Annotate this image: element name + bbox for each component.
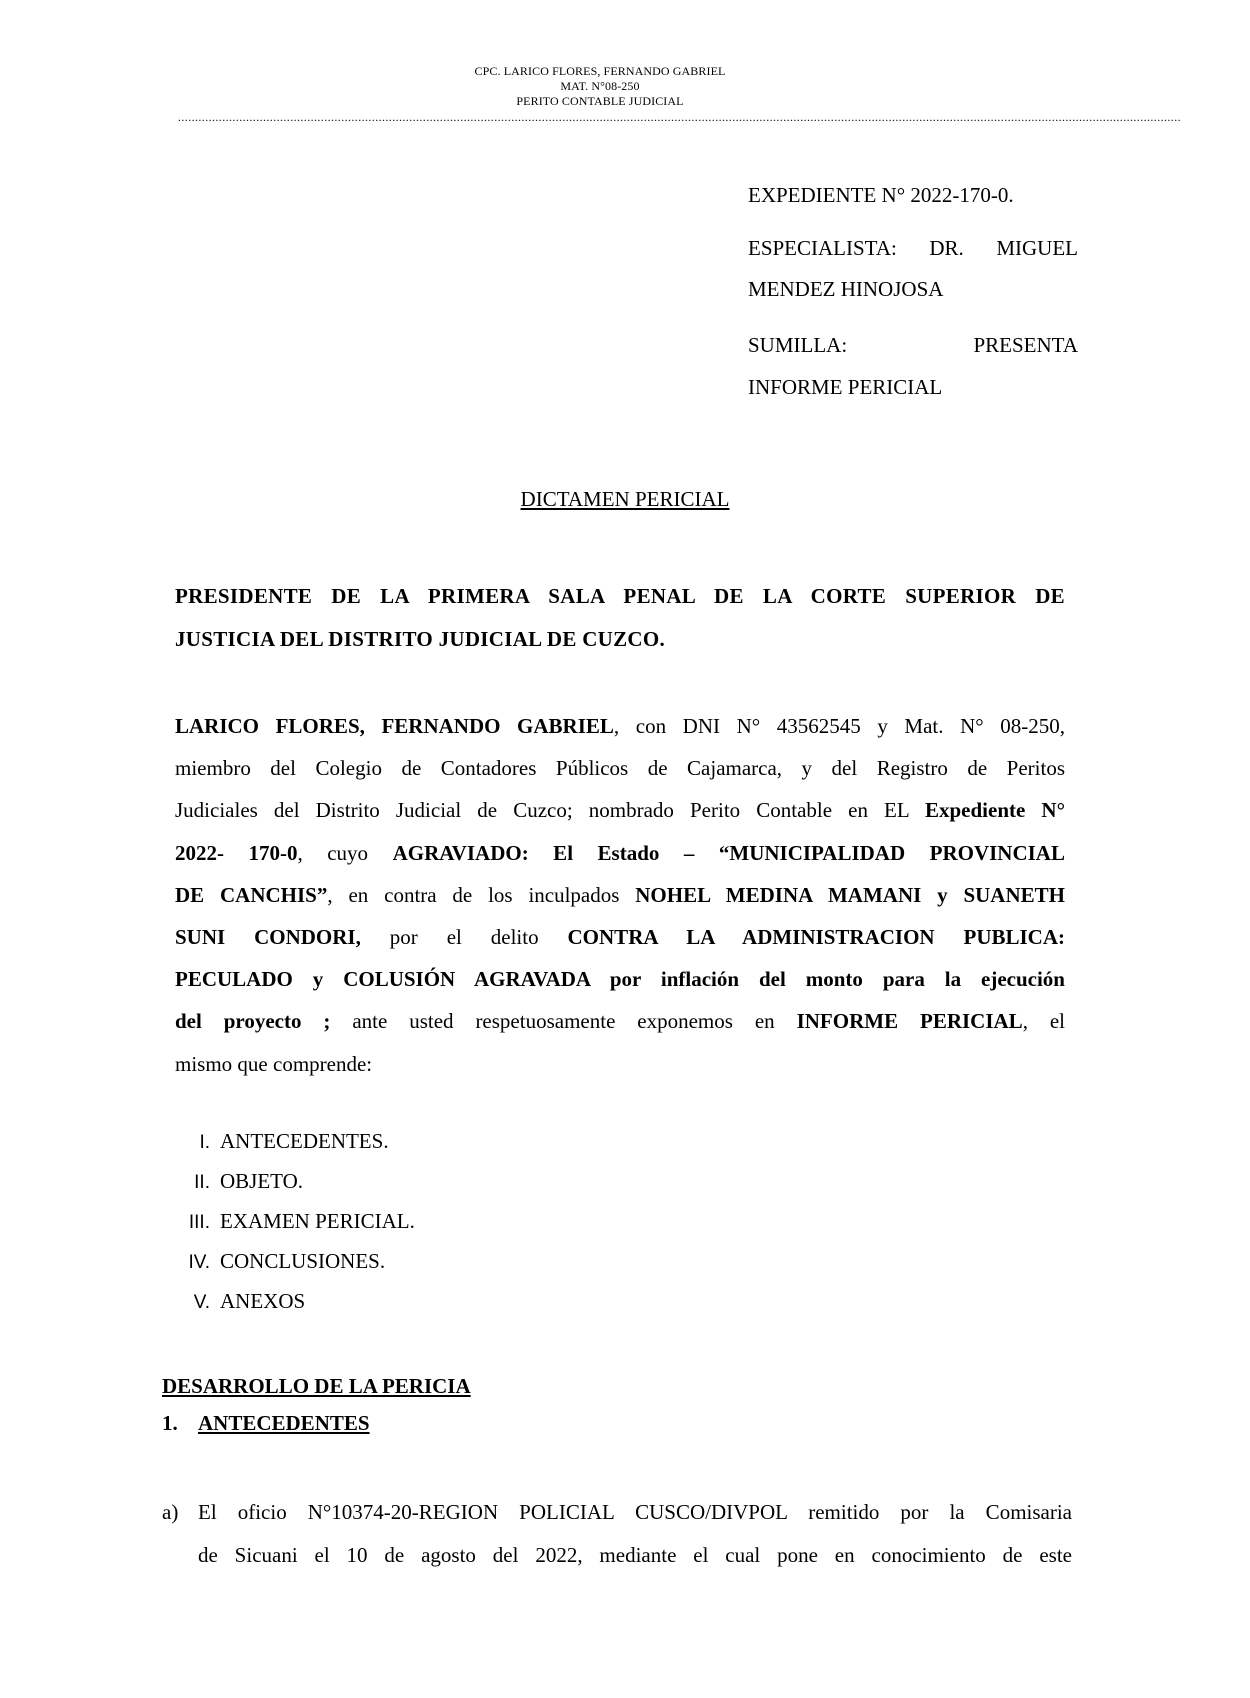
development-heading: DESARROLLO DE LA PERICIA bbox=[162, 1374, 471, 1398]
body-paragraph bbox=[175, 705, 1065, 1085]
item-line: de Sicuani el 10 de agosto del 2022, mediante el cual pone en conocimiento de este bbox=[198, 1542, 1072, 1567]
expediente-number: EXPEDIENTE N° 2022-170-0. bbox=[748, 183, 1014, 207]
body-line: Judiciales del Distrito Judicial de Cuzco; nombrado Perito Contable en EL Expediente N° bbox=[175, 798, 1065, 823]
body-line: mismo que comprende: bbox=[175, 1051, 373, 1076]
index-item: IV. CONCLUSIONES. bbox=[188, 1249, 386, 1273]
index-item: II. OBJETO. bbox=[194, 1169, 304, 1193]
sumilla-line-1: SUMILLA: PRESENTA bbox=[748, 333, 1078, 357]
index-item: I. ANTECEDENTES. bbox=[199, 1129, 389, 1153]
addressee-line-2: JUSTICIA DEL DISTRITO JUDICIAL DE CUZCO. bbox=[175, 627, 666, 651]
body-line: miembro del Colegio de Contadores Públicos de Cajamarca, y del Registro de Peritos bbox=[175, 756, 1065, 781]
body-line: 2022- 170-0, cuyo AGRAVIADO: El Estado – “MUNICIPALIDAD PROVINCIAL bbox=[175, 840, 1065, 865]
item-line: El oficio N°10374-20-REGION POLICIAL CUSCO/DIVPOL remitido por la Comisaria bbox=[198, 1500, 1072, 1524]
index-item: V. ANEXOS bbox=[193, 1289, 306, 1313]
addressee-line-1: PRESIDENTE DE LA PRIMERA SALA PENAL DE LA CORTE SUPERIOR DE bbox=[175, 584, 1065, 608]
sumilla-line-2: INFORME PERICIAL bbox=[748, 375, 943, 399]
body-line: PECULADO y COLUSIÓN AGRAVADA por inflación del monto para la ejecución bbox=[175, 967, 1065, 992]
body-line: SUNI CONDORI, por el delito CONTRA LA ADMINISTRACION PUBLICA: bbox=[175, 924, 1065, 949]
document-title: DICTAMEN PERICIAL bbox=[520, 487, 730, 511]
antecedent-item-a bbox=[162, 1491, 1072, 1576]
index-item: III. EXAMEN PERICIAL. bbox=[188, 1209, 415, 1233]
expert-name: LARICO FLORES, FERNANDO GABRIEL bbox=[175, 714, 614, 738]
especialista-line-2: MENDEZ HINOJOSA bbox=[748, 277, 944, 301]
especialista-line-1: ESPECIALISTA: DR. MIGUEL bbox=[748, 236, 1078, 260]
letterhead-role: PERITO CONTABLE JUDICIAL bbox=[516, 94, 684, 108]
body-line: LARICO FLORES, FERNANDO GABRIEL, con DNI N° 43562545 y Mat. N° 08-250, bbox=[175, 714, 1066, 738]
item-marker: a) bbox=[162, 1500, 179, 1524]
letterhead-dotted-rule: ....................................................................................................................................................................................................................................................................................................... bbox=[178, 110, 1181, 124]
letterhead-registration: MAT. N°08-250 bbox=[560, 79, 640, 93]
letterhead-name: CPC. LARICO FLORES, FERNANDO GABRIEL bbox=[474, 64, 726, 78]
body-line: del proyecto ; ante usted respetuosamente exponemos en INFORME PERICIAL, el bbox=[175, 1009, 1066, 1034]
body-line: DE CANCHIS”, en contra de los inculpados NOHEL MEDINA MAMANI y SUANETH bbox=[175, 882, 1065, 907]
section-1-heading: 1. ANTECEDENTES bbox=[162, 1411, 370, 1435]
